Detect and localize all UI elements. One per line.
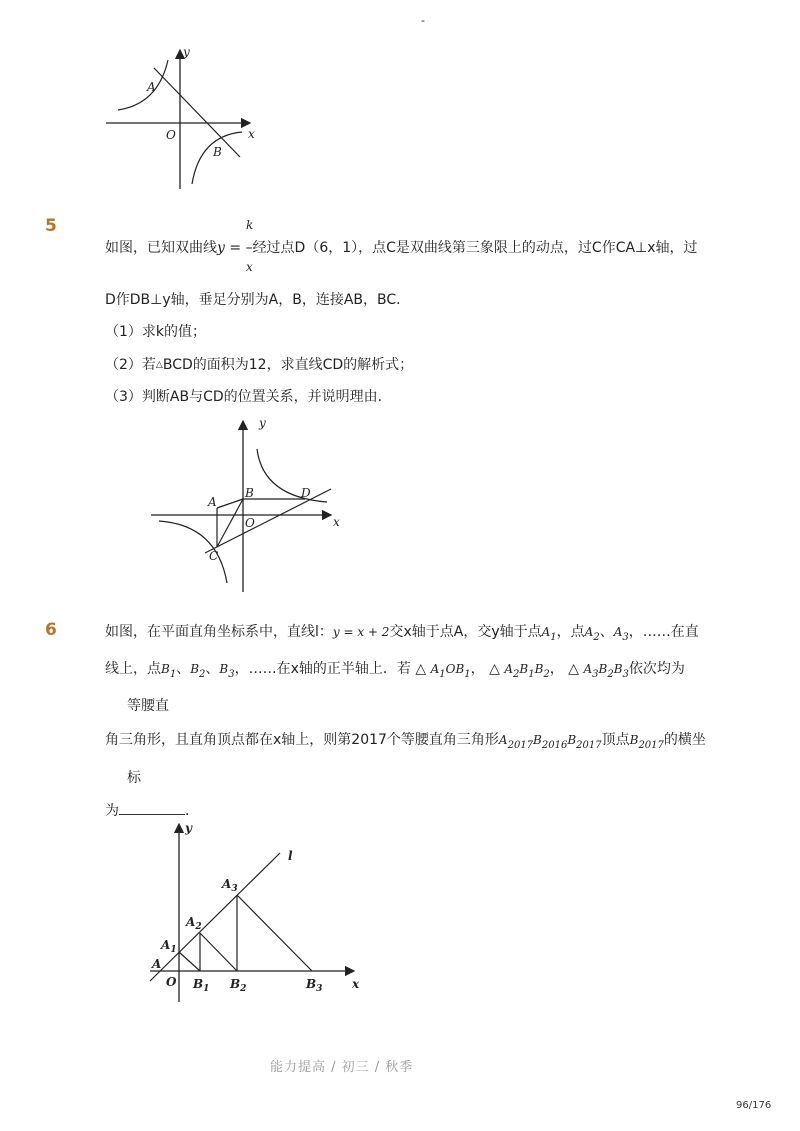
q6-l1-a2: A	[584, 625, 594, 639]
point-a2-label	[185, 915, 202, 932]
q6-l1-c: ，点	[556, 624, 585, 640]
triangle-symbol: △	[155, 360, 163, 370]
b1-sub: 1	[203, 984, 210, 994]
q6-l2-c: ， △	[470, 661, 505, 677]
q6-t2-b-sub: 1	[528, 668, 535, 680]
segment-a3-b3	[237, 895, 312, 971]
q6-l4-b: 顶点	[601, 732, 630, 748]
q6-l4-A: A	[498, 733, 508, 747]
q6-l4-B3-sub: 2017	[638, 739, 664, 751]
point-b3-label	[305, 977, 322, 994]
q6-l1-a1-sub: 1	[550, 631, 557, 643]
point-a-label: A	[208, 495, 217, 509]
q5-var-y: y	[217, 240, 225, 256]
q6-l4-B1-sub: 2016	[541, 739, 568, 751]
q6-line-3: 等腰直	[127, 698, 169, 714]
q6-l2-sep2: 、	[205, 661, 220, 677]
q6-l4-c: 的横坐	[663, 732, 706, 748]
q6-l4-B3: B	[629, 733, 639, 747]
point-a1-label	[160, 938, 177, 955]
x-label: x	[333, 515, 340, 529]
x-label: x	[248, 127, 255, 141]
q6-t3-c-sub: 3	[622, 668, 629, 680]
q6-t2-a-sub: 2	[512, 668, 520, 680]
q5-part2-a: （2）若	[105, 357, 156, 373]
q6-l2-b3-sub: 3	[228, 668, 235, 680]
q6-l4-a: 角三角形，且直角顶点都在x轴上，则第2017个等腰直角三角形	[105, 732, 499, 748]
point-c-label: C	[209, 549, 219, 563]
q6-l6-a: 为	[105, 803, 119, 819]
answer-blank[interactable]	[119, 800, 185, 815]
q6-l2-b2-sub: 2	[199, 668, 206, 680]
page-number: 96/176	[736, 1100, 772, 1111]
q5-part2-b: BCD的面积为12，求直线CD的解析式；	[162, 357, 414, 373]
line-l	[150, 853, 280, 981]
b2-letter: B	[230, 977, 241, 991]
q6-t3-b-sub: 2	[607, 668, 614, 680]
q5-part-2	[105, 355, 413, 375]
question-number-6: 6	[45, 620, 57, 640]
q6-l1-d: ，……在直	[628, 624, 699, 640]
q5-figure	[145, 415, 355, 595]
q5-text-a: 如图，已知双曲线	[105, 240, 217, 256]
q6-l1-a3: A	[613, 625, 623, 639]
q6-l4-B2-sub: 2017	[576, 739, 602, 751]
q6-l4-B1: B	[533, 733, 542, 747]
origin-label: O	[166, 975, 177, 989]
q6-figure	[140, 820, 380, 1010]
q6-l2-d: ， △	[549, 661, 584, 677]
q6-line-6	[105, 800, 199, 821]
point-a-label: A	[147, 80, 156, 94]
q5-line-1	[105, 238, 698, 258]
point-a-label: A	[152, 957, 162, 971]
point-b2-label	[229, 977, 246, 994]
point-b1-label	[192, 977, 209, 994]
straight-line	[154, 68, 240, 157]
point-b-label: B	[213, 145, 222, 159]
origin-label: O	[166, 128, 176, 142]
q5-part-1: （1）求k的值；	[105, 324, 207, 340]
q6-l1-a: 如图，在平面直角坐标系中，直线l：	[105, 624, 333, 640]
question-number-5: 5	[45, 216, 57, 236]
fraction-numerator: k	[246, 218, 254, 232]
a3-sub: 3	[231, 884, 238, 894]
q6-t1-a: A	[430, 662, 440, 676]
q4-figure	[100, 44, 270, 194]
a1-sub: 1	[170, 945, 177, 955]
q6-t2-c-sub: 2	[543, 668, 550, 680]
b3-sub: 3	[316, 984, 323, 994]
x-label: x	[352, 977, 360, 991]
point-d-label: D	[301, 486, 311, 500]
a2-letter: A	[186, 915, 196, 929]
q6-l2-b: ，……在x轴的正半轴上．若 △	[234, 661, 431, 677]
segment-a1-b1	[179, 952, 200, 971]
y-label: y	[259, 416, 266, 430]
q6-t3-a: A	[583, 662, 593, 676]
q6-t1-b: OB	[445, 662, 465, 676]
q6-l2-sep1: 、	[176, 661, 191, 677]
q6-line-5: 标	[127, 770, 141, 786]
a2-sub: 2	[195, 922, 202, 932]
a1-letter: A	[161, 938, 171, 952]
q6-l4-A-sub: 2017	[507, 739, 534, 751]
fraction-denominator: x	[246, 260, 253, 274]
point-a3-label	[221, 877, 238, 894]
q6-l1-a3-sub: 3	[622, 631, 629, 643]
q5-line-2: D作DB⊥y轴，垂足分别为A，B，连接AB，BC．	[105, 292, 411, 308]
q6-l1-a1: A	[541, 625, 551, 639]
hyperbola-branch-1	[257, 449, 327, 502]
q6-l6-b: ．	[185, 803, 199, 819]
line-l-label: l	[288, 849, 293, 863]
q5-eq: =	[224, 240, 246, 256]
q5-text-b: –经过点D（6，1），点C是双曲线第三象限上的动点，过C作CA⊥x轴，过	[245, 240, 698, 256]
q6-l1-a2-sub: 2	[593, 631, 600, 643]
q6-t2-c: B	[534, 662, 544, 676]
q6-t2-a: A	[504, 662, 513, 676]
q6-l2-b1: B	[161, 662, 170, 676]
footer-course: 能力提高 / 初三 / 秋季	[270, 1060, 414, 1075]
segment-a2-b2	[200, 933, 237, 971]
b3-letter: B	[306, 977, 317, 991]
q6-l2-b3: B	[219, 662, 229, 676]
b1-letter: B	[193, 977, 204, 991]
q5-part-3: （3）判断AB与CD的位置关系，并说明理由．	[105, 389, 392, 405]
q6-line-4	[105, 730, 706, 756]
q6-l2-a: 线上，点	[105, 661, 161, 677]
y-label: y	[185, 821, 192, 835]
q6-l1-b: 交x轴于点A，交y轴于点	[389, 624, 542, 640]
y-label: y	[183, 45, 190, 59]
line-equation: y = x + 2	[332, 625, 390, 639]
top-mark: -	[421, 14, 425, 27]
q6-t3-b: B	[598, 662, 608, 676]
q6-l2-b2: B	[190, 662, 200, 676]
origin-label: O	[245, 516, 255, 530]
q6-t2-b: B	[519, 662, 529, 676]
q6-t3-a-sub: 3	[592, 668, 599, 680]
point-b-label: B	[245, 486, 254, 500]
b2-sub: 2	[240, 984, 247, 994]
q6-line-2	[105, 659, 685, 685]
q6-t1-a-sub: 1	[439, 668, 446, 680]
q6-t1-b-sub: 1	[464, 668, 471, 680]
q6-l2-e: 依次均为	[628, 661, 685, 677]
q6-line-1	[105, 622, 699, 648]
q6-l2-b1-sub: 1	[169, 668, 177, 680]
q6-l4-B2: B	[567, 733, 577, 747]
a3-letter: A	[222, 877, 232, 891]
q6-l1-sep: 、	[599, 624, 614, 640]
hyperbola-branch-2	[118, 60, 168, 110]
q6-t3-c: B	[613, 662, 623, 676]
